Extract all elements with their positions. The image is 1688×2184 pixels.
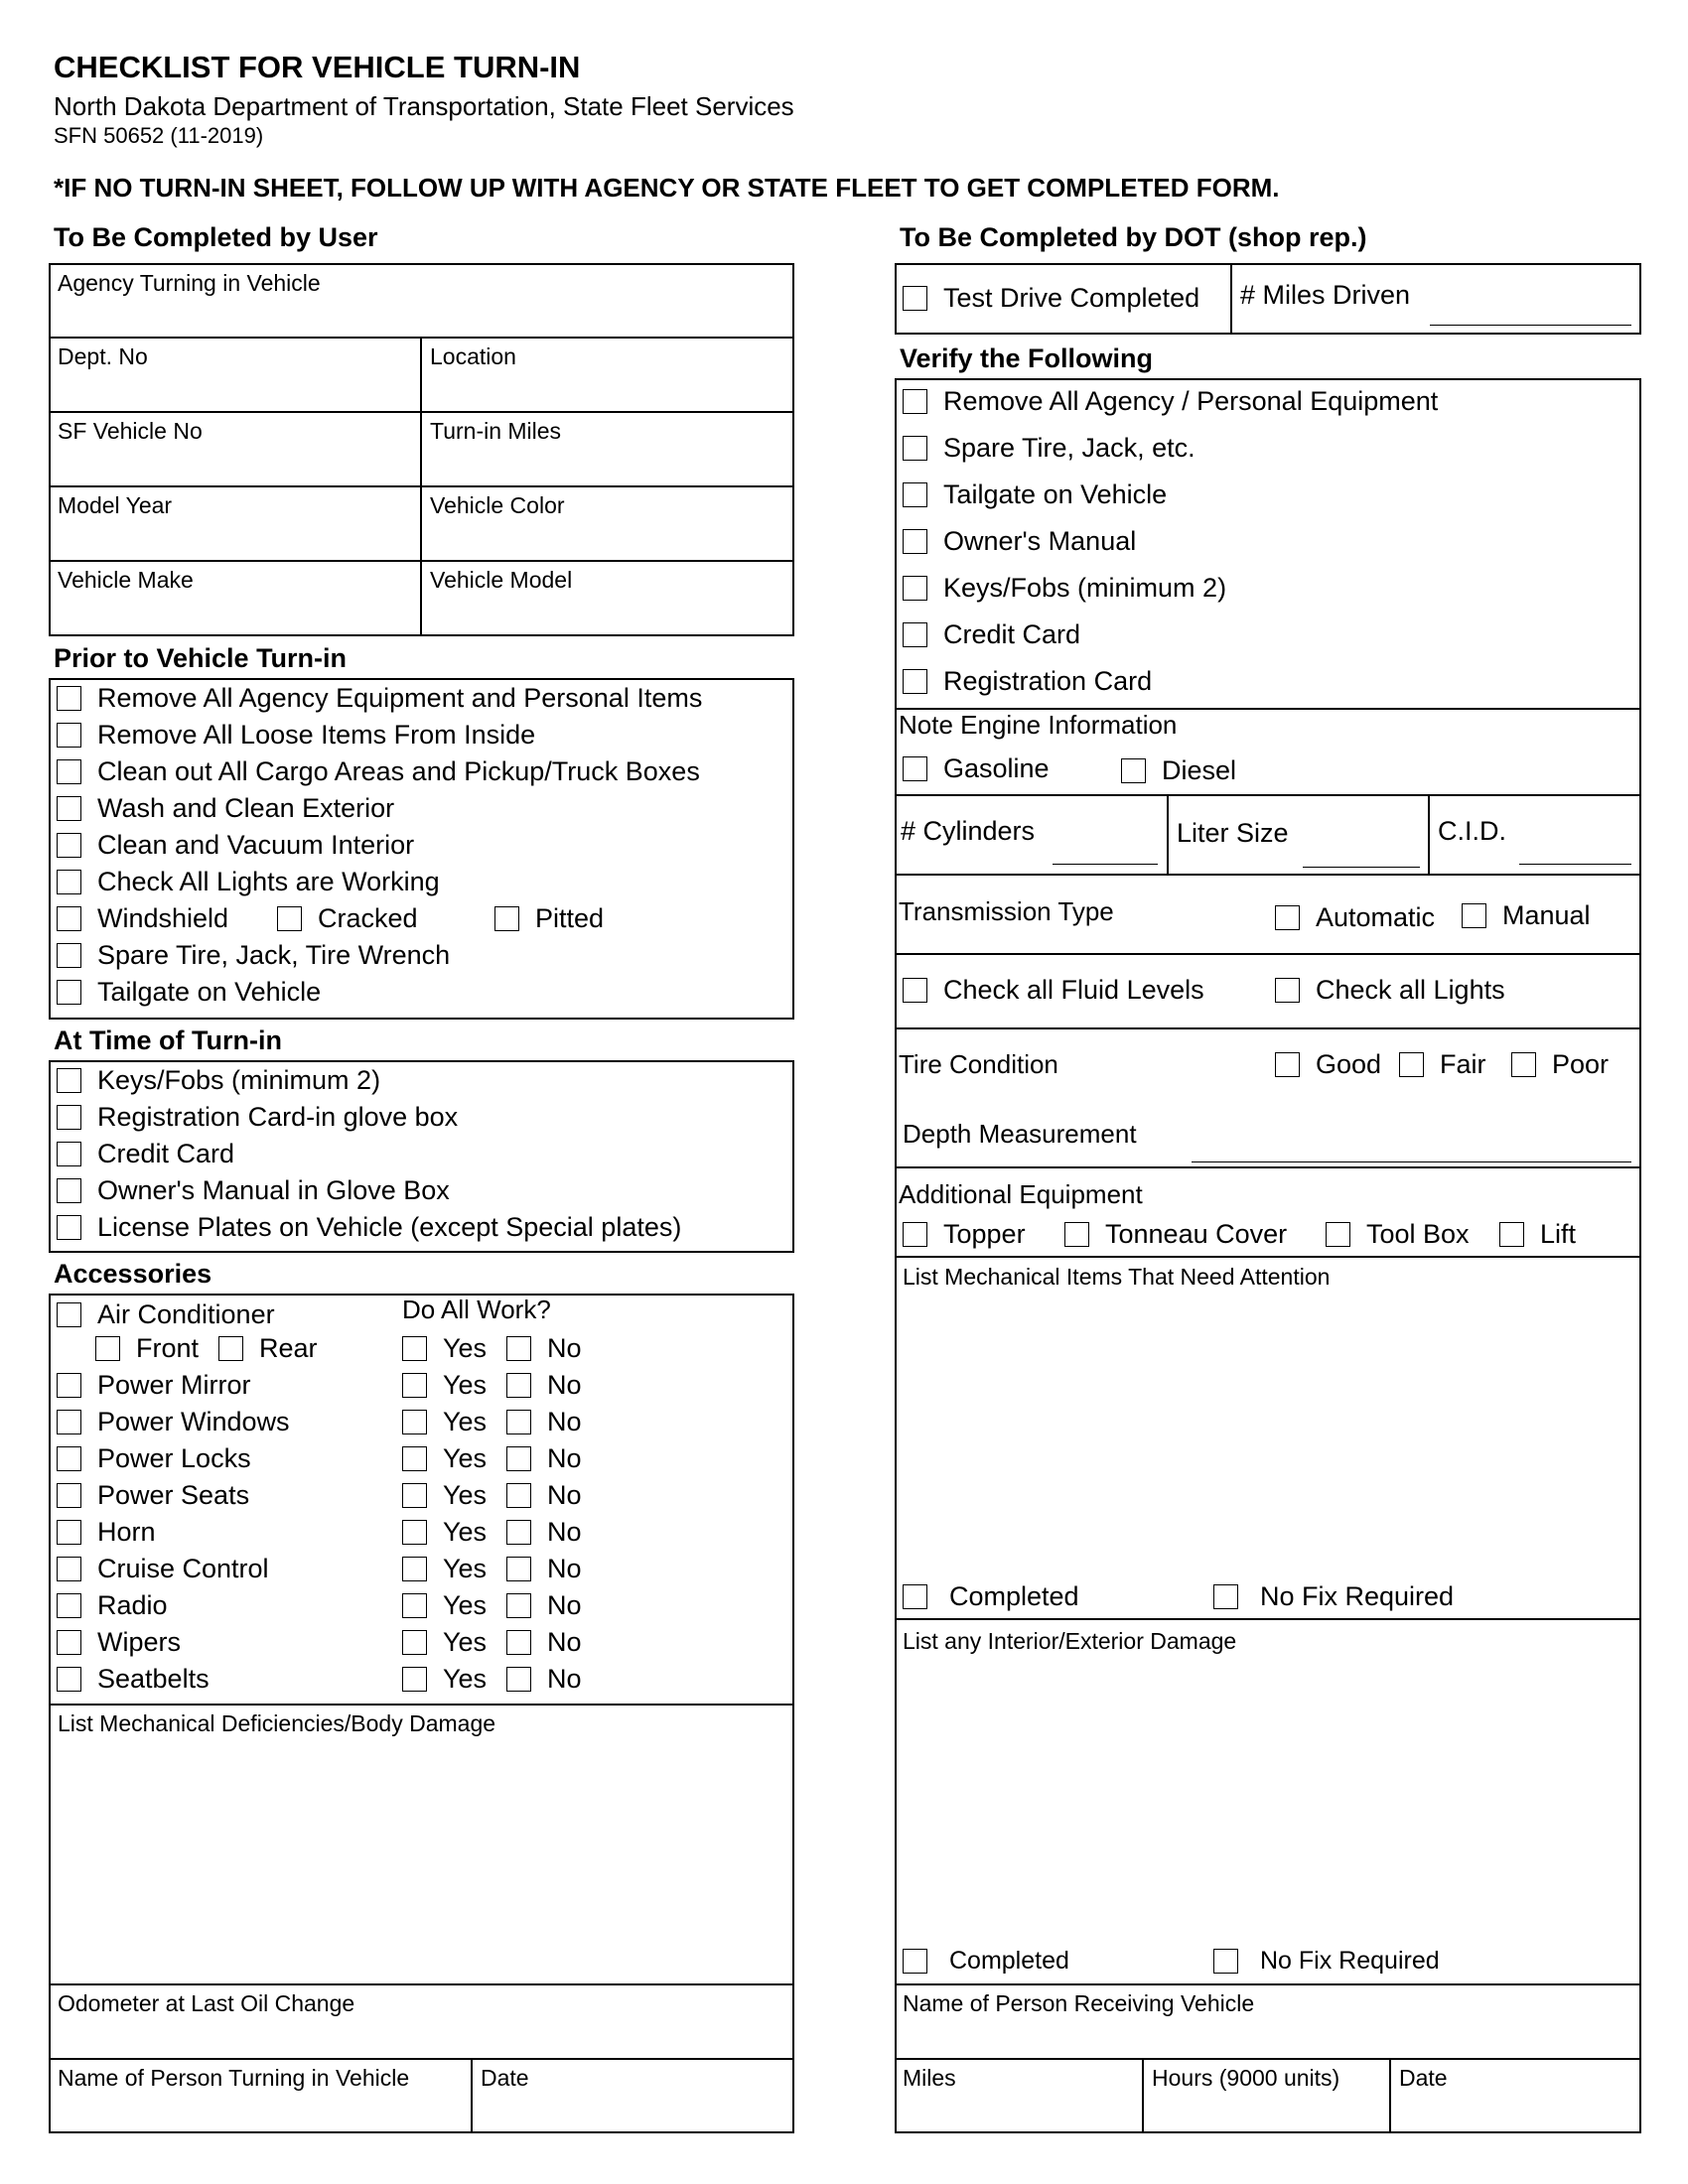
turnin-heading: At Time of Turn-in [54, 1025, 282, 1055]
item-label: Rear [259, 1333, 318, 1363]
item-label: Keys/Fobs (minimum 2) [97, 1065, 381, 1095]
depth-line[interactable] [1192, 1161, 1631, 1162]
prior-item[interactable] [57, 717, 535, 752]
checkbox[interactable] [57, 1068, 81, 1093]
item-label: No [547, 1554, 582, 1583]
item-label: Fair [1440, 1048, 1486, 1079]
verify-item[interactable] [903, 429, 1196, 467]
mechanical-no-fix[interactable] [1213, 1578, 1454, 1614]
form-number: SFN 50652 (11-2019) [54, 123, 264, 148]
item-label: Check all Lights [1316, 974, 1505, 1005]
item-label: Spare Tire, Jack, etc. [943, 432, 1196, 463]
item-label: Yes [443, 1517, 488, 1547]
automatic-option[interactable] [1275, 899, 1435, 935]
toolbox-option[interactable] [1326, 1216, 1470, 1252]
topper-option[interactable] [903, 1216, 1026, 1252]
checkbox[interactable] [57, 1302, 81, 1327]
divider [420, 337, 422, 636]
transmission-label: Transmission Type [899, 896, 1114, 926]
item-label: Remove All Loose Items From Inside [97, 719, 536, 750]
test-drive-completed[interactable] [903, 280, 1199, 316]
accessory-yes[interactable] [402, 1367, 487, 1404]
checkbox[interactable] [57, 1215, 81, 1240]
verify-item[interactable] [903, 476, 1167, 513]
checkbox[interactable] [903, 286, 927, 311]
checkbox[interactable] [57, 723, 81, 748]
engine-info-label: Note Engine Information [899, 710, 1178, 740]
divider [471, 2058, 473, 2133]
miles-field[interactable]: Miles [903, 2065, 956, 2091]
item-label: Manual [1502, 899, 1591, 930]
item-label: Clean and Vacuum Interior [97, 829, 415, 860]
checkbox[interactable] [57, 1520, 81, 1545]
checkbox[interactable] [57, 906, 81, 931]
item-label: Power Windows [97, 1407, 290, 1436]
lift-option[interactable] [1499, 1216, 1576, 1252]
item-label: No [547, 1333, 582, 1363]
checkbox[interactable] [903, 669, 927, 694]
vehicle-color-field[interactable]: Vehicle Color [430, 492, 565, 518]
item-label: Gasoline [943, 752, 1050, 783]
item-label: Front [136, 1333, 200, 1363]
item-label: Yes [443, 1480, 488, 1510]
item-label: Spare Tire, Jack, Tire Wrench [97, 939, 451, 970]
liter-size-line[interactable] [1303, 867, 1420, 868]
item-label: Clean out All Cargo Areas and Pickup/Truck Boxes [97, 755, 700, 786]
air-conditioner-item[interactable] [57, 1297, 275, 1332]
accessory-item[interactable] [57, 1404, 290, 1440]
item-label: No Fix Required [1260, 1580, 1455, 1611]
checkbox[interactable] [1275, 978, 1300, 1003]
item-label: Test Drive Completed [943, 282, 1200, 313]
item-label: Keys/Fobs (minimum 2) [943, 572, 1227, 603]
checkbox[interactable] [903, 1584, 927, 1609]
item-label: Yes [443, 1554, 488, 1583]
item-label: No [547, 1443, 582, 1473]
checkbox[interactable] [402, 1373, 427, 1398]
accessory-item[interactable] [57, 1551, 269, 1587]
windshield-pitted[interactable] [494, 900, 604, 936]
checkbox[interactable] [1399, 1052, 1424, 1077]
cid-line[interactable] [1519, 864, 1631, 865]
verify-item[interactable] [903, 522, 1136, 560]
turnin-item[interactable] [57, 1172, 450, 1209]
item-label: Check all Fluid Levels [943, 974, 1204, 1005]
damage-no-fix[interactable] [1213, 1943, 1440, 1979]
item-label: Cracked [318, 902, 418, 933]
item-label: Automatic [1316, 901, 1436, 932]
checkbox[interactable] [506, 1520, 531, 1545]
checkbox[interactable] [57, 686, 81, 711]
item-label: Pitted [535, 902, 605, 933]
checkbox[interactable] [57, 1410, 81, 1434]
checkbox[interactable] [95, 1336, 120, 1361]
accessory-no[interactable] [506, 1624, 582, 1661]
checkbox[interactable] [1064, 1222, 1089, 1247]
checkbox[interactable] [218, 1336, 243, 1361]
checkbox[interactable] [402, 1593, 427, 1618]
checkbox[interactable] [903, 389, 927, 414]
item-label: Horn [97, 1517, 156, 1547]
divider [895, 1618, 1641, 1620]
tire-fair[interactable] [1399, 1046, 1486, 1082]
accessory-yes[interactable] [402, 1514, 487, 1551]
item-label: Seatbelts [97, 1664, 210, 1694]
checkbox[interactable] [506, 1336, 531, 1361]
mechanical-items-field[interactable]: List Mechanical Items That Need Attention [903, 1264, 1331, 1290]
item-label: Yes [443, 1664, 488, 1694]
divider [895, 1983, 1641, 1985]
dot-section-heading: To Be Completed by DOT (shop rep.) [900, 222, 1367, 252]
item-label: Owner's Manual [943, 525, 1137, 556]
agency-field[interactable]: Agency Turning in Vehicle [58, 270, 321, 296]
divider [895, 874, 1641, 876]
checkbox[interactable] [57, 1630, 81, 1655]
checkbox[interactable] [903, 436, 927, 461]
checkbox[interactable] [1462, 903, 1486, 928]
item-label: Remove All Agency Equipment and Personal Items [97, 682, 703, 713]
turnin-item[interactable] [57, 1136, 234, 1172]
do-all-work-label: Do All Work? [402, 1295, 551, 1324]
verify-item[interactable] [903, 615, 1080, 653]
item-label: Tool Box [1366, 1218, 1470, 1249]
item-label: Poor [1552, 1048, 1610, 1079]
divider [49, 2058, 794, 2060]
turnin-item[interactable] [57, 1209, 681, 1246]
checkbox[interactable] [1511, 1052, 1536, 1077]
checkbox[interactable] [402, 1336, 427, 1361]
verify-heading: Verify the Following [900, 343, 1154, 373]
cylinders-line[interactable] [1053, 864, 1158, 865]
checkbox[interactable] [903, 482, 927, 507]
checkbox[interactable] [506, 1630, 531, 1655]
prior-item[interactable] [57, 937, 450, 973]
item-label: Tonneau Cover [1105, 1218, 1288, 1249]
checkbox[interactable] [506, 1557, 531, 1581]
checkbox[interactable] [57, 1557, 81, 1581]
diesel-option[interactable] [1121, 752, 1236, 788]
checkbox[interactable] [903, 529, 927, 554]
accessory-yes[interactable] [402, 1551, 487, 1587]
gasoline-option[interactable] [903, 751, 1050, 786]
ac-front[interactable] [95, 1330, 199, 1367]
item-label: Radio [97, 1590, 168, 1620]
checkbox[interactable] [1275, 1052, 1300, 1077]
item-label: Registration Card [943, 665, 1153, 696]
turnin-item[interactable] [57, 1062, 380, 1099]
checkbox[interactable] [57, 833, 81, 858]
tire-condition-label: Tire Condition [899, 1049, 1058, 1079]
divider [895, 1256, 1641, 1258]
checkbox[interactable] [402, 1667, 427, 1692]
item-label: Wipers [97, 1627, 182, 1657]
checkbox[interactable] [57, 1105, 81, 1130]
damage-completed[interactable] [903, 1943, 1069, 1979]
item-label: Diesel [1162, 754, 1237, 785]
item-label: No [547, 1480, 582, 1510]
item-label: Windshield [97, 902, 229, 933]
divider [1389, 2058, 1391, 2133]
checkbox[interactable] [1499, 1222, 1524, 1247]
verify-item[interactable] [903, 382, 1438, 420]
department-name: North Dakota Department of Transportation, State Fleet Services [54, 91, 794, 121]
tonneau-option[interactable] [1064, 1216, 1287, 1252]
item-label: No [547, 1370, 582, 1400]
follow-up-notice: *IF NO TURN-IN SHEET, FOLLOW UP WITH AGENCY OR STATE FLEET TO GET COMPLETED FORM. [54, 173, 1280, 203]
manual-option[interactable] [1462, 897, 1591, 933]
divider [1167, 794, 1169, 874]
divider [1230, 263, 1232, 335]
check-lights-item[interactable] [1275, 972, 1505, 1008]
divider [895, 2058, 1641, 2060]
damage-field[interactable]: List any Interior/Exterior Damage [903, 1628, 1237, 1654]
miles-driven-label: # Miles Driven [1240, 280, 1411, 310]
accessory-no[interactable] [506, 1514, 582, 1551]
accessory-no[interactable] [506, 1551, 582, 1587]
checkbox[interactable] [57, 1667, 81, 1692]
accessory-no[interactable] [506, 1367, 582, 1404]
divider [895, 1027, 1641, 1029]
checkbox[interactable] [903, 756, 927, 781]
divider [1428, 794, 1430, 874]
miles-driven-line[interactable] [1430, 325, 1631, 326]
item-label: Credit Card [943, 618, 1081, 649]
cid-label: C.I.D. [1438, 816, 1507, 846]
windshield-cracked[interactable] [277, 900, 418, 936]
vehicle-make-field[interactable]: Vehicle Make [58, 567, 194, 593]
verify-item[interactable] [903, 662, 1152, 700]
divider [49, 1704, 794, 1706]
turning-date-field[interactable]: Date [481, 2065, 529, 2091]
checkbox[interactable] [506, 1483, 531, 1508]
accessory-item[interactable] [57, 1587, 168, 1624]
prior-item[interactable] [57, 864, 440, 899]
accessory-no[interactable] [506, 1330, 582, 1367]
item-label: Yes [443, 1407, 488, 1436]
item-label: Registration Card-in glove box [97, 1102, 459, 1132]
odometer-field[interactable]: Odometer at Last Oil Change [58, 1990, 355, 2016]
item-label: Power Locks [97, 1443, 251, 1473]
checkbox[interactable] [402, 1483, 427, 1508]
checkbox[interactable] [57, 1178, 81, 1203]
accessory-no[interactable] [506, 1404, 582, 1440]
checkbox[interactable] [506, 1593, 531, 1618]
divider [1142, 2058, 1144, 2133]
checkbox[interactable] [506, 1446, 531, 1471]
deficiencies-field[interactable]: List Mechanical Deficiencies/Body Damage [58, 1710, 496, 1736]
checkbox[interactable] [506, 1373, 531, 1398]
prior-item[interactable] [57, 827, 414, 863]
checkbox[interactable] [57, 1446, 81, 1471]
checkbox[interactable] [1121, 758, 1146, 783]
item-label: Lift [1540, 1218, 1577, 1249]
cylinders-label: # Cylinders [901, 816, 1036, 846]
fluid-levels-item[interactable] [903, 972, 1204, 1008]
item-label: No [547, 1627, 582, 1657]
ac-rear[interactable] [218, 1330, 318, 1367]
verify-item[interactable] [903, 569, 1226, 607]
item-label: Remove All Agency / Personal Equipment [943, 385, 1439, 416]
item-label: Yes [443, 1443, 488, 1473]
checkbox[interactable] [402, 1446, 427, 1471]
checkbox[interactable] [57, 870, 81, 894]
accessory-yes[interactable] [402, 1661, 487, 1698]
checkbox[interactable] [494, 906, 519, 931]
prior-heading: Prior to Vehicle Turn-in [54, 643, 348, 673]
accessory-item[interactable] [57, 1440, 251, 1477]
accessory-no[interactable] [506, 1587, 582, 1624]
person-turning-field[interactable]: Name of Person Turning in Vehicle [58, 2065, 410, 2091]
checkbox[interactable] [506, 1410, 531, 1434]
item-label: Yes [443, 1370, 488, 1400]
checkbox[interactable] [57, 1142, 81, 1166]
checkbox[interactable] [57, 1593, 81, 1618]
additional-equipment-label: Additional Equipment [899, 1179, 1143, 1209]
checkbox[interactable] [1213, 1949, 1238, 1974]
depth-label: Depth Measurement [903, 1119, 1137, 1149]
item-label: Completed [949, 1580, 1079, 1611]
item-label: Topper [943, 1218, 1026, 1249]
hours-field[interactable]: Hours (9000 units) [1152, 2065, 1340, 2091]
item-label: Wash and Clean Exterior [97, 792, 395, 823]
item-label: Power Seats [97, 1480, 250, 1510]
prior-item[interactable] [57, 974, 321, 1010]
item-label: Yes [443, 1333, 488, 1363]
checkbox[interactable] [903, 622, 927, 647]
checkbox[interactable] [903, 576, 927, 601]
turn-in-miles-field[interactable]: Turn-in Miles [430, 418, 562, 444]
dept-no-field[interactable]: Dept. No [58, 343, 148, 369]
location-field[interactable]: Location [430, 343, 516, 369]
item-label: License Plates on Vehicle (except Special plates) [97, 1212, 682, 1242]
item-label: No Fix Required [1260, 1946, 1440, 1975]
accessory-no[interactable] [506, 1477, 582, 1514]
item-label: Tailgate on Vehicle [97, 976, 322, 1007]
tire-good[interactable] [1275, 1046, 1381, 1082]
divider [895, 953, 1641, 955]
sf-vehicle-no-field[interactable]: SF Vehicle No [58, 418, 203, 444]
checkbox[interactable] [1275, 905, 1300, 930]
accessory-yes[interactable] [402, 1624, 487, 1661]
item-label: Owner's Manual in Glove Box [97, 1175, 450, 1205]
accessory-yes[interactable] [402, 1404, 487, 1440]
turnin-item[interactable] [57, 1099, 458, 1136]
divider [895, 1166, 1641, 1168]
checkbox[interactable] [402, 1410, 427, 1434]
divider [895, 794, 1641, 796]
item-label: No [547, 1517, 582, 1547]
checkbox[interactable] [57, 980, 81, 1005]
item-label: Yes [443, 1627, 488, 1657]
accessory-yes[interactable] [402, 1477, 487, 1514]
divider [49, 1983, 794, 1985]
accessory-no[interactable] [506, 1440, 582, 1477]
checkbox[interactable] [1326, 1222, 1350, 1247]
checkbox[interactable] [402, 1520, 427, 1545]
form-title: CHECKLIST FOR VEHICLE TURN-IN [54, 50, 581, 84]
mechanical-completed[interactable] [903, 1578, 1079, 1614]
accessory-no[interactable] [506, 1661, 582, 1698]
checkbox[interactable] [57, 1373, 81, 1398]
item-label: No [547, 1664, 582, 1694]
checkbox[interactable] [57, 943, 81, 968]
accessory-item[interactable] [57, 1367, 251, 1404]
accessory-item[interactable] [57, 1477, 249, 1514]
item-label: Air Conditioner [97, 1298, 275, 1329]
checkbox[interactable] [903, 1222, 927, 1247]
liter-size-label: Liter Size [1177, 818, 1289, 848]
item-label: Power Mirror [97, 1370, 251, 1400]
checkbox[interactable] [277, 906, 302, 931]
accessory-item[interactable] [57, 1514, 156, 1551]
item-label: Tailgate on Vehicle [943, 478, 1168, 509]
prior-item[interactable] [57, 790, 394, 826]
windshield-item[interactable] [57, 900, 228, 936]
checkbox[interactable] [1213, 1584, 1238, 1609]
checkbox[interactable] [57, 759, 81, 784]
receiving-date-field[interactable]: Date [1399, 2065, 1448, 2091]
checkbox[interactable] [903, 978, 927, 1003]
checkbox[interactable] [402, 1630, 427, 1655]
vehicle-model-field[interactable]: Vehicle Model [430, 567, 573, 593]
checkbox[interactable] [903, 1949, 927, 1974]
accessory-yes[interactable] [402, 1330, 487, 1367]
model-year-field[interactable]: Model Year [58, 492, 173, 518]
item-label: Cruise Control [97, 1554, 269, 1583]
item-label: Good [1316, 1048, 1382, 1079]
item-label: Completed [949, 1946, 1069, 1975]
accessories-heading: Accessories [54, 1259, 212, 1289]
tire-poor[interactable] [1511, 1046, 1609, 1082]
user-section-heading: To Be Completed by User [54, 222, 378, 252]
item-label: Credit Card [97, 1139, 235, 1168]
checkbox[interactable] [402, 1557, 427, 1581]
item-label: No [547, 1407, 582, 1436]
item-label: Check All Lights are Working [97, 866, 440, 896]
accessory-item[interactable] [57, 1661, 210, 1698]
accessory-yes[interactable] [402, 1587, 487, 1624]
prior-item[interactable] [57, 753, 700, 789]
accessory-yes[interactable] [402, 1440, 487, 1477]
checkbox[interactable] [57, 1483, 81, 1508]
receiving-person-field[interactable]: Name of Person Receiving Vehicle [903, 1990, 1255, 2016]
checkbox[interactable] [57, 796, 81, 821]
checkbox[interactable] [506, 1667, 531, 1692]
item-label: Yes [443, 1590, 488, 1620]
accessory-item[interactable] [57, 1624, 181, 1661]
item-label: No [547, 1590, 582, 1620]
prior-item[interactable] [57, 680, 702, 716]
